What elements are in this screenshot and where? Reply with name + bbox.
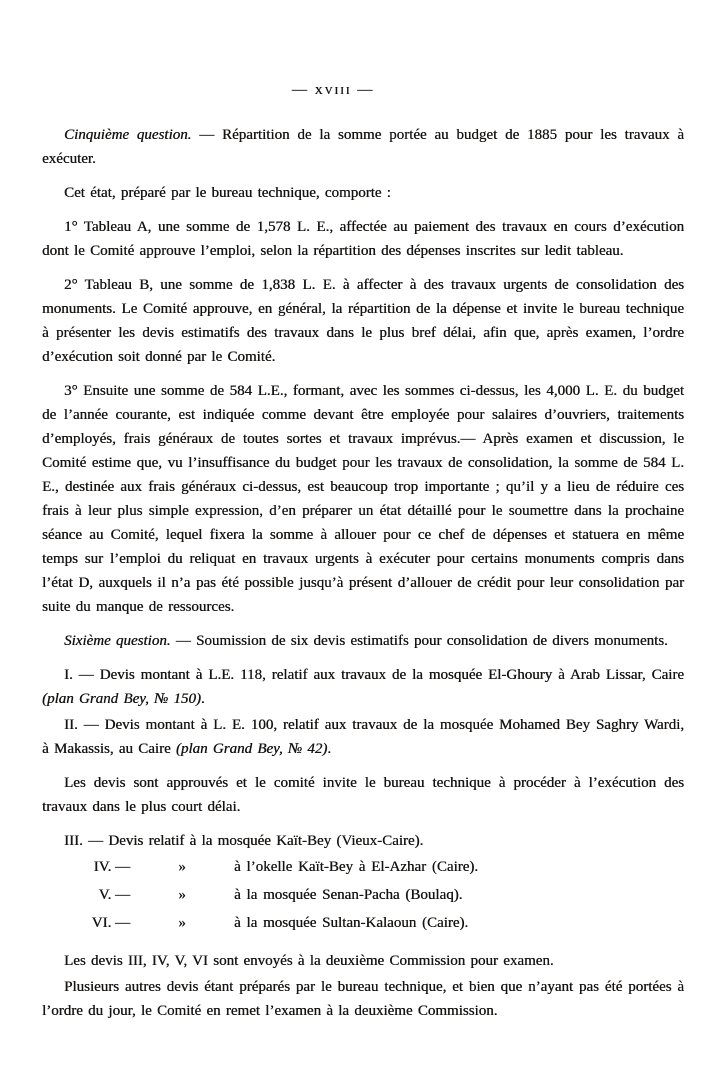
devis-2-text: II. — Devis montant à L. E. 100, relatif aux travaux de la mosquée Mohamed Bey Saghry Wardi, à Makassis, au Caire <box>42 717 684 757</box>
devis-4-description: à l’okelle Kaït-Bey à El-Azhar (Caire). <box>234 859 479 875</box>
envoi-commission-paragraph: Les devis III, IV, V, VI sont envoyés à la deuxième Commission pour examen. <box>64 953 554 969</box>
question-5-text: — Répartition de la somme portée au budget de 1885 pour les travaux à exécuter. <box>42 127 684 167</box>
devis-5-description: à la mosquée Senan-Pacha (Boulaq). <box>234 887 463 903</box>
devis-1-period: . <box>200 691 205 707</box>
devis-5-row <box>42 883 684 907</box>
devis-1-plan-reference: (plan Grand Bey, № 150) <box>42 691 201 707</box>
tableau-b-paragraph: 2° Tableau B, une somme de 1,838 L. E. à affecter à des travaux urgents de consolidation des monuments. Le Comité approuve, en général, la répartition de la dépense et invite le bureau technique à présenter les devis estimatifs des travaux dans le plus bref délai, afin que, après examen, l’ordre d’exécution soit donné par le Comité. <box>42 277 684 365</box>
devis-6-description: à la mosquée Sultan-Kalaoun (Caire). <box>234 915 469 931</box>
page-number: — xviii — <box>291 82 375 98</box>
devis-6-row <box>42 911 684 935</box>
question-6-title: Sixième question. <box>64 633 171 649</box>
devis-2-paragraph <box>42 713 684 761</box>
devis-4-numeral: IV. — <box>93 859 130 875</box>
devis-2-period: . <box>327 741 332 757</box>
question-6-paragraph <box>42 629 684 653</box>
ditto-mark: » <box>178 887 186 903</box>
autres-devis-paragraph: Plusieurs autres devis étant préparés par le bureau technique, et bien que n’ayant pas été portées à l’ordre du jour, le Comité en remet l’examen à la deuxième Commission. <box>42 979 684 1019</box>
question-6-text: — Soumission de six devis estimatifs pour consolidation de divers monuments. <box>170 633 668 649</box>
devis-5-numeral: V. — <box>98 887 130 903</box>
etat-intro-paragraph: Cet état, préparé par le bureau technique, comporte : <box>64 185 391 201</box>
ditto-mark: » <box>178 915 186 931</box>
somme-584-paragraph: 3° Ensuite une somme de 584 L.E., formant, avec les sommes ci-dessus, les 4,000 L. E. du budget de l’année courante, est indiquée comme devant être employée pour salaires d’ouvriers, traitements d’employés, frais généraux de toutes sortes et travaux imprévus.— Après examen et discussion, le Comité estime que, vu l’insuffisance du budget pour les travaux de consolidation, la somme de 584 L. E., destinée aux frais généraux ci-dessus, est beaucoup trop importante ; qu’il y a lieu de réduire ces frais à leur plus simple expression, d’en préparer un état détaillé pour le soumettre dans la prochaine séance au Comité, lequel fixera la somme à allouer pour ce chef de dépenses et statuera en même temps sur l’emploi du reliquat en travaux urgents à exécuter pour certains monuments compris dans l’état D, auxquels il n’a pas été possible jusqu’à présent d’allouer de crédit pour leur consolidation par suite du manque de ressources. <box>42 383 684 615</box>
devis-4-row <box>42 855 684 879</box>
devis-3-paragraph: III. — Devis relatif à la mosquée Kaït-Bey (Vieux-Caire). <box>64 833 424 849</box>
tableau-a-paragraph: 1° Tableau A, une somme de 1,578 L. E., affectée au paiement des travaux en cours d’exécution dont le Comité approuve l’emploi, selon la répartition des dépenses inscrites sur ledit tableau. <box>42 219 684 259</box>
question-5-paragraph <box>42 123 684 171</box>
ditto-mark: » <box>178 859 186 875</box>
devis-approuves-paragraph: Les devis sont approuvés et le comité invite le bureau technique à procéder à l’exécution des travaux dans le plus court délai. <box>42 775 684 815</box>
question-5-title: Cinquième question. <box>64 127 192 143</box>
devis-1-text: I. — Devis montant à L.E. 118, relatif aux travaux de la mosquée El-Ghoury à Arab Lissar, Caire <box>64 667 684 683</box>
devis-6-numeral: VI. — <box>91 915 130 931</box>
devis-2-plan-reference: (plan Grand Bey, № 42) <box>175 741 328 757</box>
devis-1-paragraph <box>42 663 684 711</box>
